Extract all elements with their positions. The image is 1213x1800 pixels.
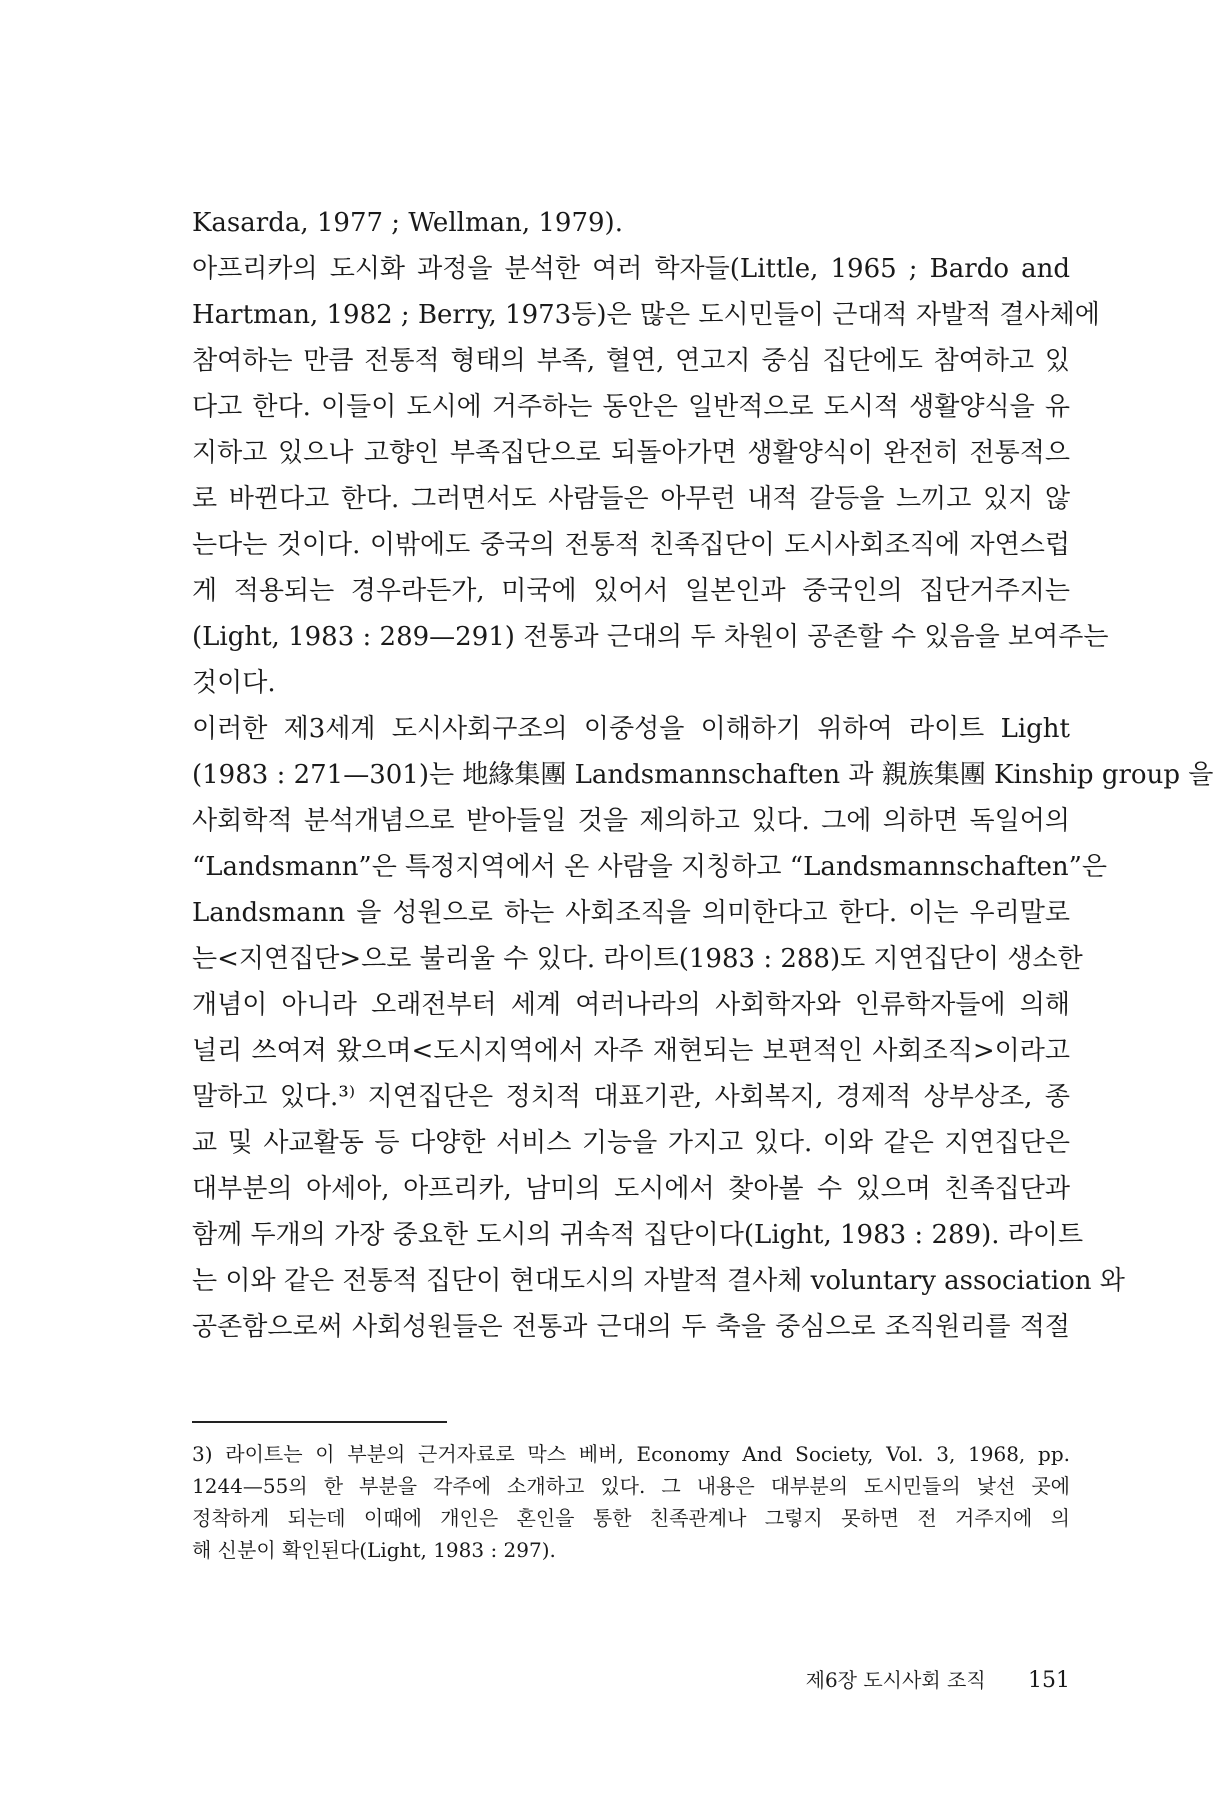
body-line: (Light, 1983 : 289—291) 전통과 근대의 두 차원이 공존할 수 있음을 보여주는 <box>192 622 1109 652</box>
body-line: Hartman, 1982 ; Berry, 1973등)은 많은 도시민들이 근대적 자발적 결사체에 <box>192 300 1100 330</box>
body-line: 는다는 것이다. 이밖에도 중국의 전통적 친족집단이 도시사회조직에 자연스럽 <box>192 530 1070 560</box>
body-line: “Landsmann”은 특정지역에서 온 사람을 지칭하고 “Landsmannschaften”은 <box>192 852 1107 882</box>
footnote-line: 3) 라이트는 이 부분의 근거자료로 막스 베버, Economy And Society, Vol. 3, 1968, pp. <box>192 1442 1070 1466</box>
body-line: 는<지연집단>으로 불리울 수 있다. 라이트(1983 : 288)도 지연집단이 생소한 <box>192 944 1083 974</box>
footnote-line: 해 신분이 확인된다(Light, 1983 : 297). <box>192 1538 556 1562</box>
footnotes <box>192 1438 1070 1566</box>
body-line: 다고 한다. 이들이 도시에 거주하는 동안은 일반적으로 도시적 생활양식을 유 <box>192 392 1070 422</box>
body-line: 것이다. <box>192 668 276 698</box>
body-line: 로 바뀐다고 한다. 그러면서도 사람들은 아무런 내적 갈등을 느끼고 있지 않 <box>192 484 1070 514</box>
body-line: 공존함으로써 사회성원들은 전통과 근대의 두 축을 중심으로 조직원리를 적절 <box>192 1312 1070 1342</box>
body-line: 개념이 아니라 오래전부터 세계 여러나라의 사회학자와 인류학자들에 의해 <box>192 990 1070 1020</box>
chapter-title: 제6장 도시사회 조직 <box>805 1668 986 1692</box>
body-line: 이러한 제3세계 도시사회구조의 이중성을 이해하기 위하여 라이트 Light <box>192 714 1070 744</box>
body-line: Kasarda, 1977 ; Wellman, 1979). <box>192 208 623 238</box>
body-line: (1983 : 271—301)는 地緣集團 Landsmannschaften 과 親族集團 Kinship group 을 <box>192 760 1213 790</box>
page-footer <box>806 1664 1070 1693</box>
body-line: 교 및 사교활동 등 다양한 서비스 기능을 가지고 있다. 이와 같은 지연집단은 <box>192 1128 1070 1158</box>
body-line: 함께 두개의 가장 중요한 도시의 귀속적 집단이다(Light, 1983 : 289). 라이트 <box>192 1220 1084 1250</box>
body-line: 는 이와 같은 전통적 집단이 현대도시의 자발적 결사체 voluntary association 와 <box>192 1266 1125 1296</box>
page-number: 151 <box>1028 1668 1070 1693</box>
body-line: 아프리카의 도시화 과정을 분석한 여러 학자들(Little, 1965 ; Bardo and <box>192 254 1070 284</box>
body-line: 사회학적 분석개념으로 받아들일 것을 제의하고 있다. 그에 의하면 독일어의 <box>192 806 1070 836</box>
body-line: 널리 쓰여져 왔으며<도시지역에서 자주 재현되는 보편적인 사회조직>이라고 <box>192 1036 1070 1066</box>
footnote-divider <box>192 1421 447 1423</box>
footnote-line: 정착하게 되는데 이때에 개인은 혼인을 통한 친족관계나 그렇지 못하면 전 거주지에 의 <box>192 1506 1070 1530</box>
body-line: 대부분의 아세아, 아프리카, 남미의 도시에서 찾아볼 수 있으며 친족집단과 <box>192 1174 1070 1204</box>
body-line: 말하고 있다.³⁾ 지연집단은 정치적 대표기관, 사회복지, 경제적 상부상조, 종 <box>192 1082 1070 1112</box>
footnote-line: 1244—55의 한 부분을 각주에 소개하고 있다. 그 내용은 대부분의 도시민들의 낯선 곳에 <box>192 1474 1070 1498</box>
body-line: 게 적용되는 경우라든가, 미국에 있어서 일본인과 중국인의 집단거주지는 <box>192 576 1070 606</box>
body-line: 참여하는 만큼 전통적 형태의 부족, 혈연, 연고지 중심 집단에도 참여하고 있 <box>192 346 1070 376</box>
body-line: 지하고 있으나 고향인 부족집단으로 되돌아가면 생활양식이 완전히 전통적으 <box>192 438 1070 468</box>
body-text <box>192 200 1213 1350</box>
body-line: Landsmann 을 성원으로 하는 사회조직을 의미한다고 한다. 이는 우리말로 <box>192 898 1070 928</box>
